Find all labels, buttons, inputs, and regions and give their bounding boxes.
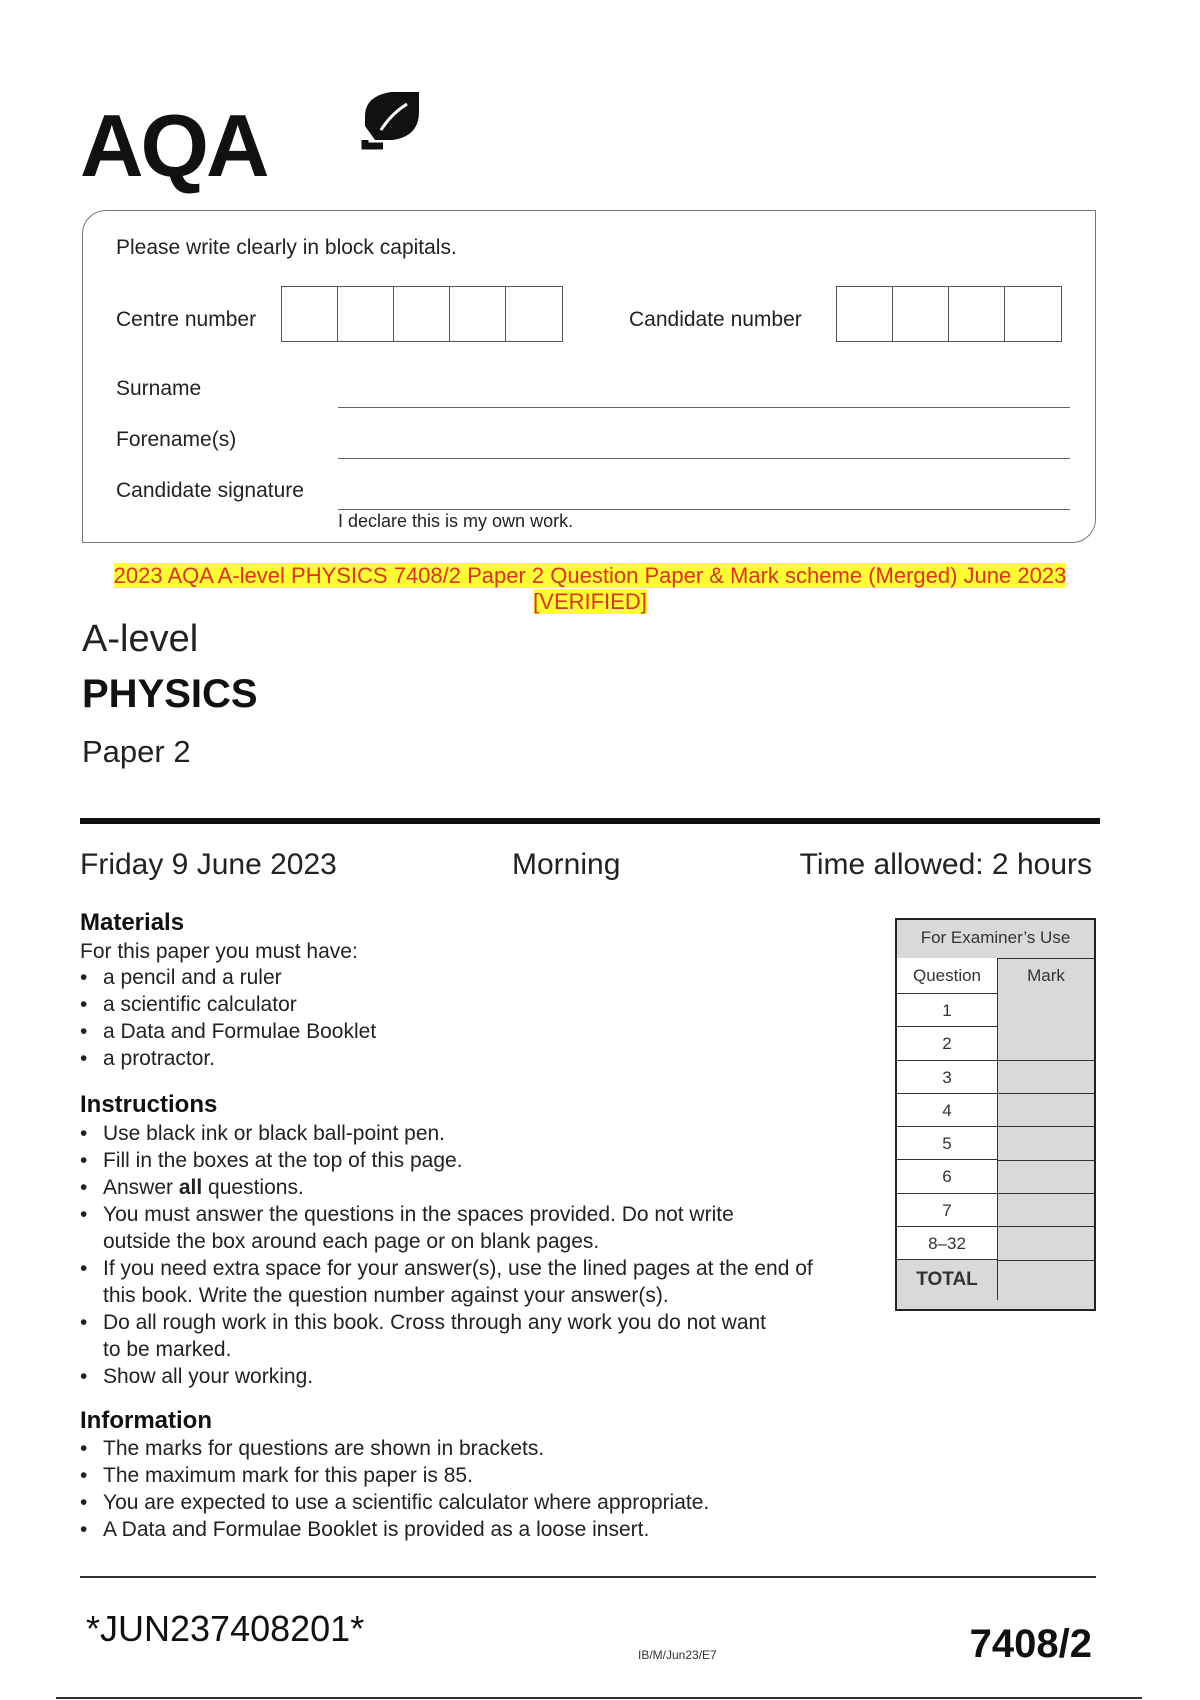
mark-header: Mark: [1027, 966, 1065, 985]
centre-number-boxes[interactable]: [281, 286, 563, 342]
paper-code: 7408/2: [969, 1622, 1092, 1666]
surname-label: Surname: [116, 377, 202, 400]
examiner-table-heading: For Examiner’s Use: [897, 920, 1094, 959]
exam-date: Friday 9 June 2023: [80, 848, 337, 881]
qualification-level: A-level: [82, 618, 199, 660]
mark-row-divider: [998, 1126, 1094, 1127]
barcode-text: *JUN237408201*: [86, 1608, 365, 1649]
list-item: • Fill in the boxes at the top of this page.: [80, 1147, 813, 1174]
paper-title: Paper 2: [82, 734, 191, 769]
emphasis-all: all: [178, 1176, 203, 1199]
materials-intro: For this paper you must have:: [80, 940, 358, 963]
question-number: 6: [897, 1160, 997, 1193]
text-line: this book. Write the question number against your answer(s).: [103, 1284, 669, 1307]
question-number: 4: [897, 1094, 997, 1127]
banner-line-1: 2023 AQA A-level PHYSICS 7408/2 Paper 2 Question Paper & Mark scheme (Merged) June 2023: [113, 563, 1067, 588]
mark-row-divider: [998, 1226, 1094, 1227]
text-line: You must answer the questions in the spaces provided. Do not write: [103, 1203, 734, 1226]
list-item: • You are expected to use a scientific calculator where appropriate.: [80, 1489, 709, 1516]
text-segment: Answer: [103, 1176, 179, 1199]
candidate-number-label: Candidate number: [629, 308, 802, 331]
question-number: 3: [897, 1061, 997, 1094]
materials-heading: Materials: [80, 909, 185, 936]
candidate-number-digit-box[interactable]: [949, 287, 1005, 341]
centre-number-digit-box[interactable]: [506, 287, 562, 341]
signature-label: Candidate signature: [116, 479, 304, 502]
list-item: • a scientific calculator: [80, 991, 376, 1018]
subject-title: PHYSICS: [82, 672, 258, 716]
list-item: [80, 1309, 813, 1363]
list-item: • Show all your working.: [80, 1363, 813, 1390]
examiner-use-table: [895, 918, 1096, 1311]
list-item: • The marks for questions are shown in brackets.: [80, 1435, 709, 1462]
candidate-number-digit-box[interactable]: [837, 287, 893, 341]
list-item: [80, 1174, 813, 1201]
list-item: • A Data and Formulae Booklet is provided as a loose insert.: [80, 1516, 709, 1543]
banner-line-2: [VERIFIED]: [533, 589, 647, 614]
centre-number-digit-box[interactable]: [450, 287, 506, 341]
materials-list: [80, 964, 376, 1072]
text-line: to be marked.: [103, 1338, 232, 1361]
block-capitals-instruction: Please write clearly in block capitals.: [116, 236, 457, 259]
list-item: • a pencil and a ruler: [80, 964, 376, 991]
instructions-heading: Instructions: [80, 1091, 218, 1118]
question-number: 8–32: [897, 1227, 997, 1260]
question-column: [897, 958, 998, 1300]
text-line: Do all rough work in this book. Cross through any work you do not want: [103, 1311, 767, 1334]
list-item: • The maximum mark for this paper is 85.: [80, 1462, 709, 1489]
forenames-field[interactable]: [338, 458, 1070, 459]
question-header: Question: [897, 958, 997, 994]
declaration-text: I declare this is my own work.: [338, 511, 574, 531]
mark-row-divider: [998, 1093, 1094, 1094]
header-divider: [80, 818, 1100, 824]
footer-divider: [80, 1576, 1096, 1578]
text-line: outside the box around each page or on blank pages.: [103, 1230, 600, 1253]
instructions-list: [80, 1120, 813, 1390]
list-item: [80, 1201, 813, 1255]
mark-row-divider: [998, 1193, 1094, 1194]
question-number: 2: [897, 1027, 997, 1060]
candidate-number-boxes[interactable]: [836, 286, 1062, 342]
text-line: If you need extra space for your answer(s), use the lined pages at the end of: [103, 1257, 813, 1280]
logo-text: AQA: [80, 96, 267, 195]
centre-number-digit-box[interactable]: [394, 287, 450, 341]
exam-session: Morning: [512, 848, 621, 881]
aqa-logo: [80, 88, 370, 195]
centre-number-label: Centre number: [116, 308, 257, 331]
signature-field[interactable]: [338, 509, 1070, 510]
candidate-number-digit-box[interactable]: [893, 287, 949, 341]
leaf-logo-icon: [283, 90, 419, 160]
highlighted-banner: [100, 563, 1080, 615]
question-number: 7: [897, 1194, 997, 1227]
centre-number-digit-box[interactable]: [282, 287, 338, 341]
list-item: • a Data and Formulae Booklet: [80, 1018, 376, 1045]
list-item: • Use black ink or black ball-point pen.: [80, 1120, 813, 1147]
forenames-label: Forename(s): [116, 428, 237, 451]
centre-number-digit-box[interactable]: [338, 287, 394, 341]
mark-row-divider: [998, 1160, 1094, 1161]
text-segment: questions.: [202, 1176, 304, 1199]
reference-code: IB/M/Jun23/E7: [638, 1648, 717, 1662]
question-number: 5: [897, 1127, 997, 1160]
list-item: [80, 1255, 813, 1309]
surname-field[interactable]: [338, 407, 1070, 408]
question-number: 1: [897, 994, 997, 1027]
information-list: [80, 1435, 709, 1543]
page-bottom-rule: [56, 1697, 1142, 1699]
time-allowed: Time allowed: 2 hours: [799, 848, 1092, 881]
mark-row-divider: [998, 1260, 1094, 1261]
candidate-number-digit-box[interactable]: [1005, 287, 1061, 341]
candidate-details-box: [82, 210, 1096, 543]
information-heading: Information: [80, 1407, 212, 1434]
total-label: TOTAL: [897, 1260, 997, 1300]
list-item: • a protractor.: [80, 1045, 376, 1072]
mark-row-divider: [998, 1060, 1094, 1061]
